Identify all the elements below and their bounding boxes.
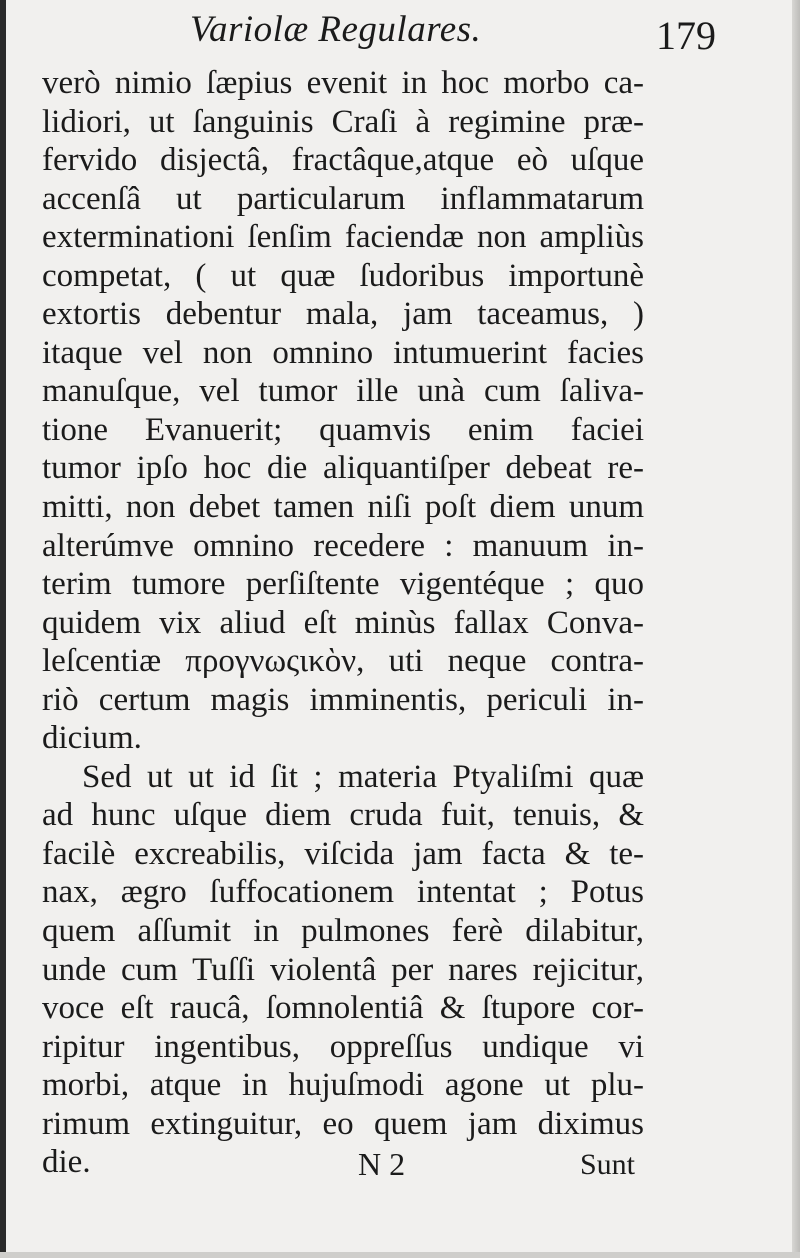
text-line: manuſque, vel tumor ille unà cum ſaliva-: [42, 373, 644, 410]
text-line: rimum extinguitur, eo quem jam diximus: [42, 1105, 644, 1142]
text-line: facilè excreabilis, viſcida jam facta & te-: [42, 835, 644, 872]
text-line: quidem vix aliud eſt minùs fallax Conva-: [42, 604, 644, 641]
paragraph-end-line: dicium.: [42, 720, 142, 757]
signature-mark: N 2: [358, 1146, 406, 1182]
text-line: ad hunc uſque diem cruda fuit, tenuis, &: [42, 797, 644, 834]
page-number: 179: [656, 13, 716, 58]
text-line: lidiori, ut ſanguinis Craſi à regimine præ-: [42, 103, 644, 140]
paragraph-end-line: die.: [42, 1144, 91, 1181]
paragraph-start-line: Sed ut ut id ſit ; materia Ptyaliſmi quæ: [82, 758, 644, 795]
text-line: verò nimio ſæpius evenit in hoc morbo ca-: [42, 65, 644, 101]
scan-edge-left: [0, 0, 6, 1258]
catchword: Sunt: [580, 1148, 636, 1181]
text-line: unde cum Tuſſi violentâ per nares rejicitur,: [42, 951, 644, 988]
text-line: nax, ægro ſuffocationem intentat ; Potus: [42, 874, 644, 911]
text-line: competat, ( ut quæ ſudoribus importunè: [42, 257, 644, 294]
text-line: morbi, atque in hujuſmodi agone ut plu-: [42, 1067, 644, 1104]
text-line: tumor ipſo hoc die aliquantiſper debeat re-: [42, 450, 644, 487]
text-line: exterminationi ſenſim faciendæ non ampliùs: [42, 219, 644, 256]
text-line: accenſâ ut particularum inflammatarum: [42, 180, 644, 217]
text-line: mitti, non debet tamen niſi poſt diem unum: [42, 489, 644, 526]
text-line: alterúmve omnino recedere : manuum in-: [42, 527, 644, 564]
scan-edge-right: [792, 0, 800, 1258]
running-head: Variolæ Regulares.: [190, 9, 482, 50]
text-line: leſcentiæ προγνωςικὸν, uti neque contra-: [42, 643, 644, 680]
text-line: extortis debentur mala, jam taceamus, ): [42, 296, 644, 333]
text-line: quem aſſumit in pulmones ferè dilabitur,: [42, 913, 644, 950]
scan-edge-bottom: [0, 1252, 800, 1258]
text-line: voce eſt raucâ, ſomnolentiâ & ſtupore cor-: [42, 990, 644, 1027]
text-line: ripitur ingentibus, oppreſſus undique vi: [42, 1028, 644, 1065]
text-line: itaque vel non omnino intumuerint facies: [42, 334, 644, 371]
text-line: fervido disjectâ, fractâque,atque eò uſque: [42, 142, 644, 179]
text-line: terim tumore perſiſtente vigentéque ; quo: [42, 566, 644, 603]
body-text: [42, 64, 644, 1182]
text-line: riò certum magis imminentis, periculi in-: [42, 681, 644, 718]
text-line: tione Evanuerit; quamvis enim faciei: [42, 411, 644, 448]
